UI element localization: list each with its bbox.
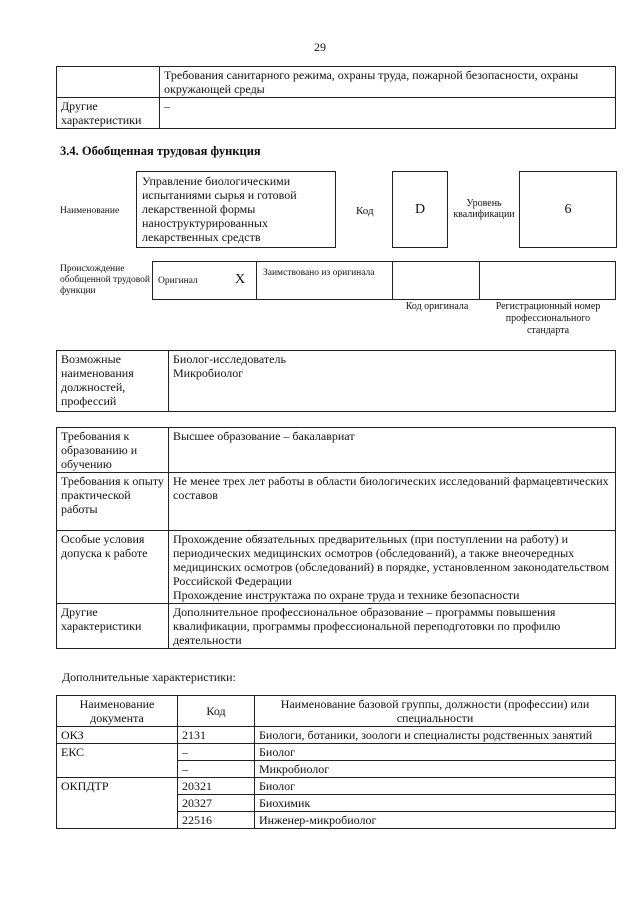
req-label: Требования к образованию и обучению (57, 428, 169, 473)
name-cell: Микробиолог (255, 761, 616, 778)
req-label: Требования к опыту практической работы (57, 473, 169, 531)
header-cell: Код (178, 696, 255, 727)
page-number: 29 (314, 40, 326, 54)
table-row (57, 778, 616, 795)
req-label: Другие характеристики (57, 604, 169, 649)
additional-title: Дополнительные характеристики: (62, 670, 236, 684)
requirements-table (56, 427, 616, 649)
table-cell: – (160, 98, 616, 129)
name-label: Наименование (60, 206, 120, 216)
borrowed-label: Заимствовано из оригинала (263, 268, 375, 278)
doc-cell: ЕКС (57, 744, 178, 778)
req-value: Дополнительное профессиональное образование – программы повышения квалификации, программы профессиональной переподготовки по профилю деятельности (169, 604, 616, 649)
table-row (57, 604, 616, 649)
req-value-text: Прохождение инструктажа по охране труда и технике безопасности (173, 588, 520, 602)
name-cell: Биолог (255, 778, 616, 795)
position-item: Микробиолог (173, 366, 244, 380)
positions-table (56, 350, 616, 412)
original-mark: X (235, 272, 246, 287)
code-cell: 20327 (178, 795, 255, 812)
req-label: Особые условия допуска к работе (57, 531, 169, 604)
code-original-caption: Код оригинала (405, 301, 469, 312)
table-row (57, 727, 616, 744)
code-value: D (414, 202, 426, 217)
header-cell: Наименование документа (57, 696, 178, 727)
original-label: Оригинал (158, 276, 198, 286)
doc-cell: ОКЗ (57, 727, 178, 744)
level-value: 6 (564, 202, 572, 217)
req-value: Высшее образование – бакалавриат (169, 428, 616, 473)
header-cell: Наименование базовой группы, должности (профессии) или специальности (255, 696, 616, 727)
req-value (169, 531, 616, 604)
code-box (392, 171, 448, 248)
code-cell: 2131 (178, 727, 255, 744)
code-cell: – (178, 761, 255, 778)
divider (479, 261, 480, 299)
name-cell: Биолог (255, 744, 616, 761)
origin-label: Происхождение обобщенной трудовой функции (60, 264, 150, 296)
top-table (56, 66, 616, 129)
reg-number-caption: Регистрационный номер профессионального стандарта (495, 301, 601, 336)
section-title: 3.4. Обобщенная трудовая функция (60, 144, 261, 158)
code-cell: – (178, 744, 255, 761)
table-row (57, 744, 616, 761)
name-cell: Инженер-микробиолог (255, 812, 616, 829)
req-value: Не менее трех лет работы в области биологических исследований фармацевтических составов (169, 473, 616, 531)
additional-table (56, 695, 616, 829)
table-row (57, 351, 616, 412)
positions-values (169, 351, 616, 412)
function-name-box (136, 171, 336, 248)
code-cell: 20321 (178, 778, 255, 795)
doc-cell: ОКПДТР (57, 778, 178, 829)
table-header-row (57, 696, 616, 727)
table-row (57, 428, 616, 473)
table-row (57, 473, 616, 531)
code-label: Код (356, 205, 374, 217)
req-value-text: Прохождение обязательных предварительных (при поступлении на работу) и периодических медицинских осмотров (обследований), а также внеочередных медицинских осмотров (обследований) в порядке, установленном законодательством Российской Федерации (173, 532, 610, 588)
table-cell: Требования санитарного режима, охраны труда, пожарной безопасности, охраны окружающей среды (160, 67, 616, 98)
table-row (57, 67, 616, 98)
code-cell: 22516 (178, 812, 255, 829)
table-row (57, 531, 616, 604)
name-cell: Биохимик (255, 795, 616, 812)
level-box (519, 171, 617, 248)
function-name-value: Управление биологическими испытаниями сырья и готовой лекарственной формы наноструктурированных лекарственных средств (142, 174, 297, 244)
position-item: Биолог-исследователь (173, 352, 286, 366)
name-cell: Биологи, ботаники, зоологи и специалисты родственных занятий (255, 727, 616, 744)
divider (256, 261, 257, 299)
positions-label: Возможные наименования должностей, профессий (57, 351, 169, 412)
divider (392, 261, 393, 299)
table-cell: Другие характеристики (57, 98, 160, 129)
origin-box (152, 261, 616, 300)
table-row (57, 98, 616, 129)
level-label: Уровень квалификации (453, 198, 515, 220)
